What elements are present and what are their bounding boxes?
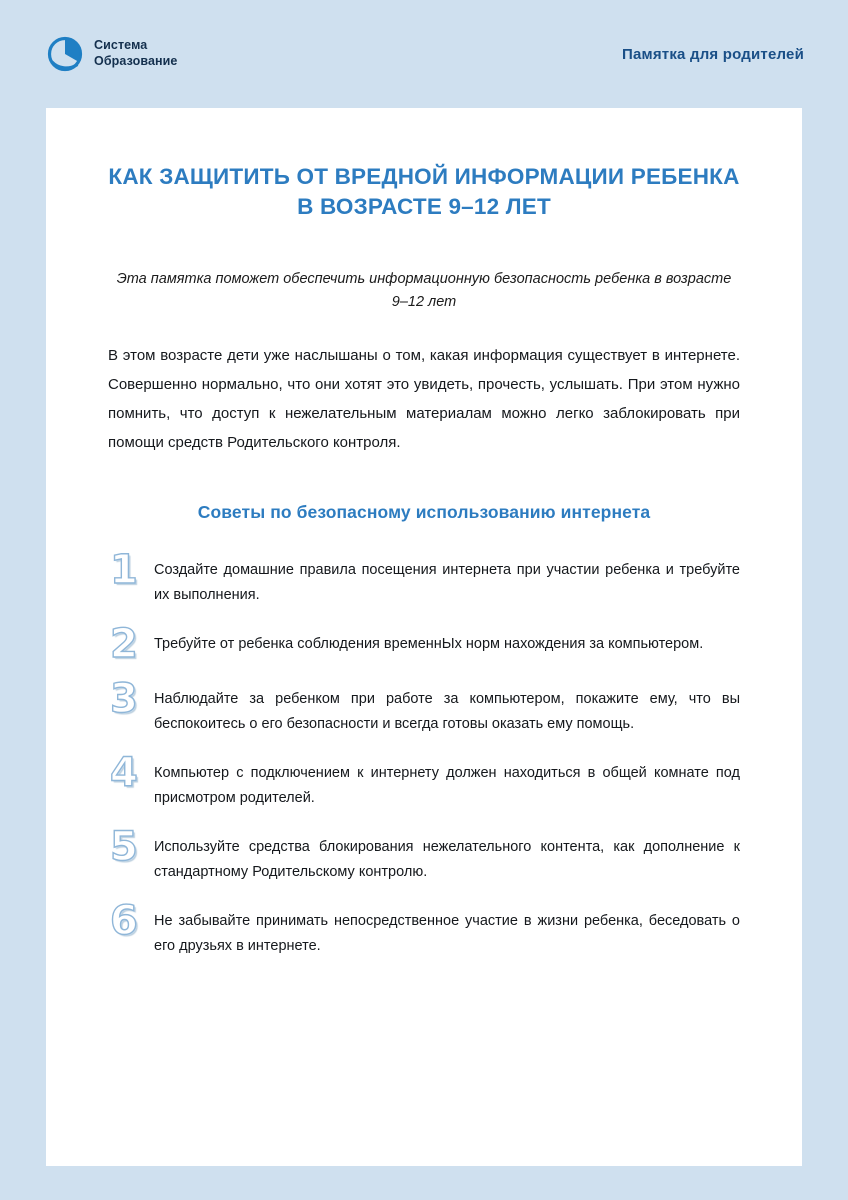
list-item [108, 676, 740, 737]
tip-number: 5 [110, 824, 138, 871]
header-title: Памятка для родителей [622, 45, 804, 63]
list-item [108, 547, 740, 608]
brand-line-1: Система [94, 38, 148, 53]
list-item [108, 621, 740, 668]
tip-number: 4 [110, 750, 138, 797]
document-sheet [46, 108, 802, 1166]
tip-text: Используйте средства блокирования нежелательного контента, как дополнение к стандартному Родительскому контролю. [154, 839, 740, 880]
brand-text [94, 38, 177, 69]
tip-text: Наблюдайте за ребенком при работе за компьютером, покажите ему, что вы беспокоитесь о его безопасности и всегда готовы оказать ему помощь. [154, 691, 740, 733]
tip-number: 6 [110, 897, 138, 944]
tip-text: Требуйте от ребенка соблюдения временнЫх норм нахождения за компьютером. [154, 636, 704, 653]
tip-number: 2 [110, 621, 138, 668]
list-item [108, 897, 740, 959]
list-item [108, 824, 740, 885]
tip-text: Не забывайте принимать непосредственное участие в жизни ребенка, беседовать о его друзьях в интернете. [154, 912, 740, 954]
tip-number: 1 [110, 547, 138, 594]
section-title: Советы по безопасному использованию интернета [197, 502, 651, 523]
brand-line-2: Образование [94, 54, 178, 68]
brand-lockup [46, 35, 177, 73]
tip-text: Компьютер с подключением к интернету должен находиться в общей комнате под присмотром родителей. [154, 765, 740, 807]
page-header [0, 0, 848, 108]
circle-swoosh-logo-icon [46, 35, 84, 73]
tips-list [108, 547, 740, 958]
intro-paragraph: В этом возрасте дети уже наслышаны о том, какая информация существует в интернете. Совершенно нормально, что они хотят это увидеть, прочесть, услышать. При этом нужно помнить, что доступ к нежелательным материалам можно легко заблокировать при помощи средств Родительского контроля. [108, 347, 740, 451]
tip-number: 3 [110, 676, 138, 723]
lead-paragraph: Эта памятка поможет обеспечить информационную безопасность ребенка в возрасте 9–12 лет [116, 270, 732, 311]
list-item [108, 750, 740, 811]
tip-text: Создайте домашние правила посещения интернета при участии ребенка и требуйте их выполнения. [154, 562, 740, 604]
page-title: КАК ЗАЩИТИТЬ ОТ ВРЕДНОЙ ИНФОРМАЦИИ РЕБЕНКА В ВОЗРАСТЕ 9–12 ЛЕТ [108, 164, 740, 219]
